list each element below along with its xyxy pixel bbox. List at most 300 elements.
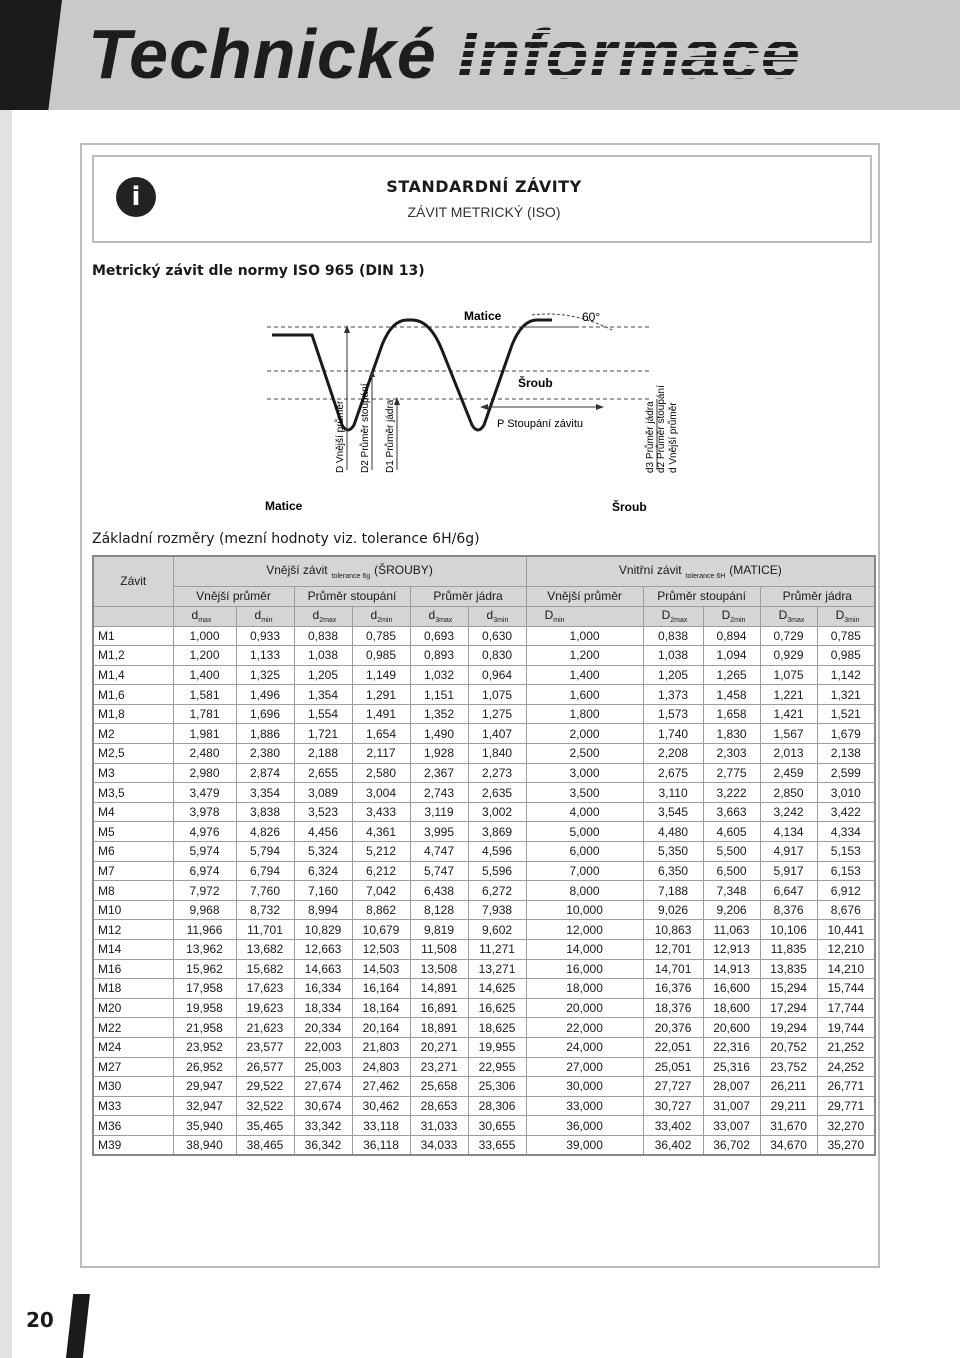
table-row [93, 1037, 875, 1057]
value-cell: 22,003 [294, 1037, 352, 1057]
value-cell: 6,912 [817, 881, 875, 901]
value-cell: 1,221 [760, 685, 817, 705]
value-cell: 2,980 [173, 763, 236, 783]
value-cell: 18,164 [352, 998, 410, 1018]
value-cell: 1,133 [236, 646, 294, 666]
value-cell: 0,985 [352, 646, 410, 666]
value-cell: 1,354 [294, 685, 352, 705]
symbol-letter: d [191, 608, 199, 622]
value-cell: 3,119 [410, 802, 468, 822]
label-sroub-bottom: Šroub [612, 500, 647, 514]
table-row [93, 646, 875, 666]
value-cell: 1,325 [236, 665, 294, 685]
label-D: D Vnější průměr [335, 400, 346, 473]
value-cell: 20,271 [410, 1037, 468, 1057]
value-cell: 17,623 [236, 979, 294, 999]
value-cell: 30,727 [643, 1096, 703, 1116]
symbol-letter: d [370, 608, 378, 622]
value-cell: 33,342 [294, 1116, 352, 1136]
thread-size-cell: M1 [93, 626, 173, 646]
value-cell: 1,205 [643, 665, 703, 685]
value-cell: 7,160 [294, 881, 352, 901]
value-cell: 2,850 [760, 783, 817, 803]
value-cell: 4,334 [817, 822, 875, 842]
value-cell: 26,211 [760, 1077, 817, 1097]
value-cell: 5,500 [703, 842, 760, 862]
symbol-letter: d [428, 608, 436, 622]
value-cell: 1,421 [760, 704, 817, 724]
value-cell: 11,271 [468, 940, 526, 960]
thread-size-cell: M33 [93, 1096, 173, 1116]
value-cell: 2,273 [468, 763, 526, 783]
value-cell: 2,480 [173, 744, 236, 764]
value-cell: 3,000 [526, 763, 643, 783]
symbol-index: min [261, 617, 273, 624]
value-cell: 1,000 [173, 626, 236, 646]
thread-outline [272, 320, 552, 430]
value-cell: 14,913 [703, 959, 760, 979]
value-cell: 10,679 [352, 920, 410, 940]
value-cell: 36,342 [294, 1135, 352, 1155]
symbol-index: 3min [844, 617, 860, 624]
sub-ext-core: Průměr jádra [410, 586, 526, 606]
value-cell: 29,522 [236, 1077, 294, 1097]
value-cell: 14,210 [817, 959, 875, 979]
table-row [93, 1116, 875, 1136]
value-cell: 3,978 [173, 802, 236, 822]
value-cell: 2,013 [760, 744, 817, 764]
thread-size-cell: M3 [93, 763, 173, 783]
value-cell: 36,702 [703, 1135, 760, 1155]
value-cell: 8,994 [294, 900, 352, 920]
symbol-header [817, 606, 875, 626]
value-cell: 3,663 [703, 802, 760, 822]
value-cell: 2,117 [352, 744, 410, 764]
value-cell: 6,438 [410, 881, 468, 901]
thread-size-cell: M2 [93, 724, 173, 744]
value-cell: 32,522 [236, 1096, 294, 1116]
thread-size-cell: M1,4 [93, 665, 173, 685]
value-cell: 36,118 [352, 1135, 410, 1155]
header-accent [0, 0, 62, 110]
thread-size-cell: M30 [93, 1077, 173, 1097]
label-D1: D1 Průměr jádra [385, 399, 396, 473]
value-cell: 31,670 [760, 1116, 817, 1136]
header-row-groups [93, 556, 875, 586]
info-icon: i [116, 177, 156, 217]
value-cell: 6,272 [468, 881, 526, 901]
value-cell: 30,655 [468, 1116, 526, 1136]
value-cell: 32,947 [173, 1096, 236, 1116]
value-cell: 10,829 [294, 920, 352, 940]
value-cell: 1,407 [468, 724, 526, 744]
value-cell: 3,479 [173, 783, 236, 803]
value-cell: 29,947 [173, 1077, 236, 1097]
value-cell: 14,663 [294, 959, 352, 979]
value-cell: 29,211 [760, 1096, 817, 1116]
value-cell: 7,000 [526, 861, 643, 881]
value-cell: 17,294 [760, 998, 817, 1018]
value-cell: 2,775 [703, 763, 760, 783]
thread-size-cell: M16 [93, 959, 173, 979]
value-cell: 3,433 [352, 802, 410, 822]
value-cell: 6,500 [703, 861, 760, 881]
value-cell: 3,004 [352, 783, 410, 803]
table-row [93, 842, 875, 862]
value-cell: 14,891 [410, 979, 468, 999]
value-cell: 1,275 [468, 704, 526, 724]
value-cell: 18,600 [703, 998, 760, 1018]
symbol-header [236, 606, 294, 626]
value-cell: 3,242 [760, 802, 817, 822]
thread-size-cell: M8 [93, 881, 173, 901]
thread-size-cell: M7 [93, 861, 173, 881]
value-cell: 2,380 [236, 744, 294, 764]
value-cell: 20,000 [526, 998, 643, 1018]
value-cell: 35,270 [817, 1135, 875, 1155]
table-row [93, 881, 875, 901]
value-cell: 20,164 [352, 1018, 410, 1038]
value-cell: 22,955 [468, 1057, 526, 1077]
value-cell: 3,838 [236, 802, 294, 822]
value-cell: 18,000 [526, 979, 643, 999]
thread-size-cell: M6 [93, 842, 173, 862]
sub-ext-pitch: Průměr stoupání [294, 586, 410, 606]
value-cell: 1,490 [410, 724, 468, 744]
value-cell: 12,000 [526, 920, 643, 940]
value-cell: 0,894 [703, 626, 760, 646]
value-cell: 5,747 [410, 861, 468, 881]
symbol-letter: D [721, 608, 731, 622]
value-cell: 15,962 [173, 959, 236, 979]
value-cell: 27,000 [526, 1057, 643, 1077]
value-cell: 1,496 [236, 685, 294, 705]
value-cell: 2,138 [817, 744, 875, 764]
value-cell: 10,000 [526, 900, 643, 920]
table-row [93, 763, 875, 783]
table-row [93, 998, 875, 1018]
value-cell: 16,334 [294, 979, 352, 999]
value-cell: 3,545 [643, 802, 703, 822]
value-cell: 13,508 [410, 959, 468, 979]
value-cell: 5,794 [236, 842, 294, 862]
value-cell: 3,523 [294, 802, 352, 822]
value-cell: 1,521 [817, 704, 875, 724]
value-cell: 30,462 [352, 1096, 410, 1116]
value-cell: 28,007 [703, 1077, 760, 1097]
value-cell: 4,917 [760, 842, 817, 862]
value-cell: 11,966 [173, 920, 236, 940]
value-cell: 1,032 [410, 665, 468, 685]
value-cell: 16,000 [526, 959, 643, 979]
value-cell: 14,000 [526, 940, 643, 960]
value-cell: 0,729 [760, 626, 817, 646]
value-cell: 0,785 [352, 626, 410, 646]
value-cell: 1,573 [643, 704, 703, 724]
value-cell: 32,270 [817, 1116, 875, 1136]
value-cell: 9,819 [410, 920, 468, 940]
thread-profile-diagram [232, 295, 682, 530]
symbol-index: max [198, 617, 212, 624]
value-cell: 19,294 [760, 1018, 817, 1038]
value-cell: 0,838 [294, 626, 352, 646]
footer-accent [66, 1294, 90, 1358]
symbol-index: 3max [787, 617, 805, 624]
value-cell: 11,701 [236, 920, 294, 940]
table-body [93, 626, 875, 1155]
sub-ext-outer: Vnější průměr [173, 586, 294, 606]
value-cell: 21,623 [236, 1018, 294, 1038]
value-cell: 2,208 [643, 744, 703, 764]
value-cell: 19,958 [173, 998, 236, 1018]
value-cell: 1,038 [643, 646, 703, 666]
value-cell: 10,863 [643, 920, 703, 940]
value-cell: 8,732 [236, 900, 294, 920]
symbol-header [643, 606, 703, 626]
value-cell: 5,974 [173, 842, 236, 862]
value-cell: 1,658 [703, 704, 760, 724]
value-cell: 3,422 [817, 802, 875, 822]
value-cell: 23,752 [760, 1057, 817, 1077]
value-cell: 6,324 [294, 861, 352, 881]
value-cell: 29,771 [817, 1096, 875, 1116]
thread-size-cell: M20 [93, 998, 173, 1018]
value-cell: 1,840 [468, 744, 526, 764]
value-cell: 38,940 [173, 1135, 236, 1155]
value-cell: 6,794 [236, 861, 294, 881]
value-cell: 14,503 [352, 959, 410, 979]
symbol-header [526, 606, 643, 626]
value-cell: 15,294 [760, 979, 817, 999]
value-cell: 30,000 [526, 1077, 643, 1097]
symbol-letter: d [486, 608, 494, 622]
value-cell: 3,500 [526, 783, 643, 803]
value-cell: 4,826 [236, 822, 294, 842]
value-cell: 27,727 [643, 1077, 703, 1097]
value-cell: 4,134 [760, 822, 817, 842]
label-d2: d2 Průměr stoupání [656, 385, 667, 473]
value-cell: 12,210 [817, 940, 875, 960]
col-zavit: Závit [93, 556, 173, 606]
value-cell: 1,075 [468, 685, 526, 705]
thread-size-cell: M27 [93, 1057, 173, 1077]
value-cell: 34,033 [410, 1135, 468, 1155]
value-cell: 16,891 [410, 998, 468, 1018]
label-pitch: P Stoupání závitu [497, 418, 584, 430]
thread-size-cell: M1,2 [93, 646, 173, 666]
value-cell: 18,891 [410, 1018, 468, 1038]
value-cell: 1,491 [352, 704, 410, 724]
value-cell: 19,744 [817, 1018, 875, 1038]
value-cell: 6,212 [352, 861, 410, 881]
value-cell: 15,682 [236, 959, 294, 979]
value-cell: 1,094 [703, 646, 760, 666]
thread-size-cell: M24 [93, 1037, 173, 1057]
value-cell: 14,701 [643, 959, 703, 979]
banner-title: STANDARDNÍ ZÁVITY [386, 177, 582, 196]
value-cell: 13,271 [468, 959, 526, 979]
value-cell: 23,577 [236, 1037, 294, 1057]
value-cell: 5,350 [643, 842, 703, 862]
value-cell: 1,400 [526, 665, 643, 685]
value-cell: 12,913 [703, 940, 760, 960]
symbol-letter: D [835, 608, 845, 622]
value-cell: 13,962 [173, 940, 236, 960]
value-cell: 30,674 [294, 1096, 352, 1116]
content-panel [80, 143, 880, 1268]
value-cell: 4,000 [526, 802, 643, 822]
value-cell: 1,151 [410, 685, 468, 705]
symbol-header [703, 606, 760, 626]
value-cell: 0,893 [410, 646, 468, 666]
value-cell: 2,635 [468, 783, 526, 803]
value-cell: 4,747 [410, 842, 468, 862]
value-cell: 1,679 [817, 724, 875, 744]
value-cell: 7,042 [352, 881, 410, 901]
title-word-2: Informace [457, 15, 801, 93]
value-cell: 2,580 [352, 763, 410, 783]
value-cell: 19,955 [468, 1037, 526, 1057]
symbol-index: min [553, 617, 565, 624]
value-cell: 8,676 [817, 900, 875, 920]
table-row [93, 626, 875, 646]
value-cell: 0,933 [236, 626, 294, 646]
value-cell: 4,605 [703, 822, 760, 842]
value-cell: 1,075 [760, 665, 817, 685]
value-cell: 25,316 [703, 1057, 760, 1077]
value-cell: 21,803 [352, 1037, 410, 1057]
thread-size-cell: M4 [93, 802, 173, 822]
value-cell: 25,306 [468, 1077, 526, 1097]
table-row [93, 1096, 875, 1116]
value-cell: 36,402 [643, 1135, 703, 1155]
value-cell: 0,929 [760, 646, 817, 666]
value-cell: 1,928 [410, 744, 468, 764]
value-cell: 0,838 [643, 626, 703, 646]
value-cell: 12,503 [352, 940, 410, 960]
value-cell: 27,674 [294, 1077, 352, 1097]
value-cell: 6,647 [760, 881, 817, 901]
value-cell: 4,456 [294, 822, 352, 842]
value-cell: 11,063 [703, 920, 760, 940]
value-cell: 11,508 [410, 940, 468, 960]
value-cell: 3,089 [294, 783, 352, 803]
value-cell: 1,554 [294, 704, 352, 724]
value-cell: 16,600 [703, 979, 760, 999]
label-sroub-mid: Šroub [518, 376, 553, 390]
symbol-letter: D [544, 608, 554, 622]
value-cell: 21,958 [173, 1018, 236, 1038]
value-cell: 14,625 [468, 979, 526, 999]
value-cell: 2,675 [643, 763, 703, 783]
value-cell: 8,862 [352, 900, 410, 920]
value-cell: 21,252 [817, 1037, 875, 1057]
side-margin-bar [0, 110, 12, 1358]
table-row [93, 1077, 875, 1097]
value-cell: 20,334 [294, 1018, 352, 1038]
thread-size-cell: M1,6 [93, 685, 173, 705]
value-cell: 9,206 [703, 900, 760, 920]
value-cell: 3,222 [703, 783, 760, 803]
value-cell: 18,625 [468, 1018, 526, 1038]
value-cell: 5,324 [294, 842, 352, 862]
table-row [93, 685, 875, 705]
value-cell: 22,051 [643, 1037, 703, 1057]
value-cell: 7,188 [643, 881, 703, 901]
value-cell: 2,655 [294, 763, 352, 783]
value-cell: 2,599 [817, 763, 875, 783]
value-cell: 18,376 [643, 998, 703, 1018]
thread-size-cell: M10 [93, 900, 173, 920]
value-cell: 9,602 [468, 920, 526, 940]
thread-size-cell: M36 [93, 1116, 173, 1136]
value-cell: 33,118 [352, 1116, 410, 1136]
title-word-1: Technické [88, 15, 437, 93]
table-row [93, 724, 875, 744]
value-cell: 3,002 [468, 802, 526, 822]
value-cell: 28,306 [468, 1096, 526, 1116]
value-cell: 1,352 [410, 704, 468, 724]
symbol-header [173, 606, 236, 626]
value-cell: 1,654 [352, 724, 410, 744]
value-cell: 1,205 [294, 665, 352, 685]
value-cell: 31,007 [703, 1096, 760, 1116]
value-cell: 1,142 [817, 665, 875, 685]
value-cell: 1,291 [352, 685, 410, 705]
value-cell: 5,212 [352, 842, 410, 862]
table-row [93, 959, 875, 979]
table-row [93, 1135, 875, 1155]
value-cell: 12,701 [643, 940, 703, 960]
symbol-letter: d [312, 608, 320, 622]
label-matice-top: Matice [464, 309, 502, 323]
table-row [93, 979, 875, 999]
value-cell: 1,373 [643, 685, 703, 705]
value-cell: 6,000 [526, 842, 643, 862]
thread-size-cell: M3,5 [93, 783, 173, 803]
value-cell: 1,800 [526, 704, 643, 724]
table-row [93, 920, 875, 940]
value-cell: 8,000 [526, 881, 643, 901]
value-cell: 1,149 [352, 665, 410, 685]
symbol-header [760, 606, 817, 626]
value-cell: 0,964 [468, 665, 526, 685]
value-cell: 24,000 [526, 1037, 643, 1057]
group-external: Vnější závit $_{tolerance 6g}$ (ŠROUBY) [173, 556, 526, 586]
symbol-header [294, 606, 352, 626]
symbol-letter: d [254, 608, 262, 622]
thread-size-cell: M1,8 [93, 704, 173, 724]
value-cell: 4,596 [468, 842, 526, 862]
value-cell: 20,752 [760, 1037, 817, 1057]
value-cell: 0,985 [817, 646, 875, 666]
thread-size-cell: M12 [93, 920, 173, 940]
value-cell: 20,376 [643, 1018, 703, 1038]
symbol-index: 2min [730, 617, 746, 624]
info-banner [92, 155, 872, 243]
value-cell: 28,653 [410, 1096, 468, 1116]
value-cell: 8,128 [410, 900, 468, 920]
value-cell: 5,000 [526, 822, 643, 842]
value-cell: 1,200 [526, 646, 643, 666]
table-row [93, 940, 875, 960]
symbol-header [468, 606, 526, 626]
value-cell: 3,010 [817, 783, 875, 803]
header-row-symbols [93, 606, 875, 626]
value-cell: 6,350 [643, 861, 703, 881]
label-D2: D2 Průměr stoupání [360, 383, 371, 473]
value-cell: 1,321 [817, 685, 875, 705]
